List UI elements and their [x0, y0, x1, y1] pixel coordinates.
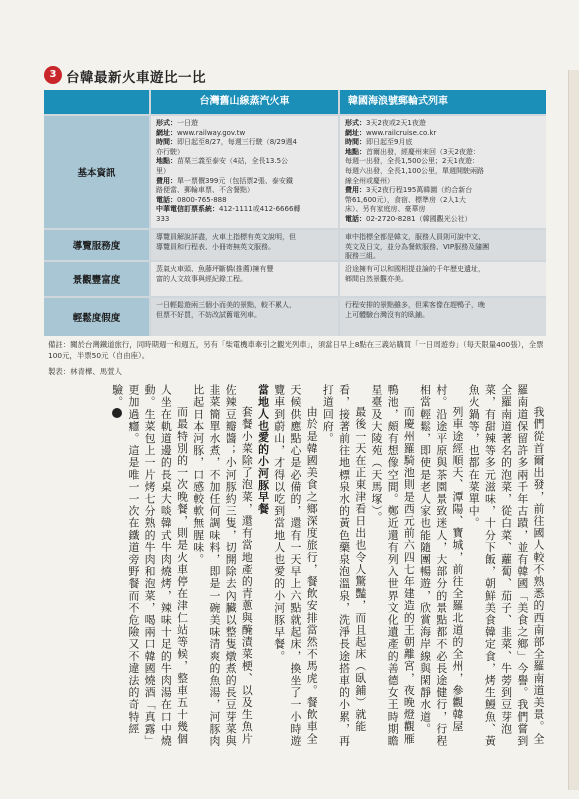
row-label-basic-info: 基本資訊: [44, 116, 149, 228]
info-key: 費用：: [345, 186, 366, 195]
info-line: [156, 129, 333, 139]
cell-relaxation-korea: [340, 298, 546, 336]
info-key: 時間：: [345, 138, 366, 147]
info-line: [156, 215, 333, 225]
info-value: 3天2夜或2天1夜遊: [366, 119, 426, 127]
cell-guide-service-taiwan: [151, 230, 338, 260]
info-line: [345, 177, 541, 187]
table-header-taiwan: 台灣舊山線蒸汽火車: [151, 90, 338, 114]
table-header-corner: [44, 90, 149, 114]
cell-line: 沿途擁有可以和國相提並論的千年歷史遺址，: [345, 265, 485, 273]
info-line: [156, 177, 333, 187]
info-key: 網址：: [156, 128, 177, 137]
info-key: 電話：: [345, 214, 366, 223]
info-line: [156, 148, 333, 158]
article-paragraph: 套餐小菜除了泡菜，還有當地產的青蔥與醃漬菜梗、以及生魚片佐辣豆瓣醬；小河豚約三隻，切開除去內臟以整隻燉煮的長豆芽菜與韭菜簡單水煮，不加任何調味料，即是一碗美味清爽的魚湯，河豚肉比起日本河豚，口感較軟無腥味。: [191, 384, 254, 747]
table-credit: 製表：林青樺、馬萱人: [48, 367, 122, 376]
info-value: 412-1111或412-6666轉: [219, 205, 301, 214]
info-line: [156, 138, 333, 148]
info-value: 0800-765-888: [177, 195, 227, 204]
info-line: [345, 215, 541, 225]
info-key: 形式：: [345, 119, 366, 127]
article-paragraph: 我們從首爾出發，前往國人較不熟悉的西南部全羅南道美景。全羅南道保留許多兩千年古蹟，並有韓國「美食之鄉」今譽。我們嘗到全羅南道著名的泡菜，從白菜、蘿蔔、茄子、韭菜、牛蒡到豆芽泡菜，有甜辣等多元滋味，十分下飯，朝鮮美食韓定食，烤生鰻魚、黃魚火鍋等，也都在菜單中。: [467, 384, 545, 747]
section-number-badge: 3: [44, 66, 62, 84]
info-key: 費用：: [156, 176, 177, 185]
info-value: 里）: [156, 166, 170, 175]
cell-line: 鄉間自然景觀亦美。: [345, 274, 408, 283]
info-value: 即日起至8/27，每週三行駛（8/29週4: [177, 138, 297, 147]
article-paragraph: 列車途經順天、潭陽、寶城，前往全羅北道的全州，參觀韓屋村。沿途平原與茶園景致迷人，大部分的景點都不必長途健行，行程相當輕鬆，即使是老人家也能隨團暢遊，欣賞海岸線與閑靜水道。: [418, 384, 464, 747]
table-header-korea: 韓國海浪號郵輪式列車: [340, 90, 546, 114]
info-value: 幣61,600元），食宿、標準房（2人1大: [345, 195, 466, 204]
cell-line: 英文及日文，並分為餐飲服務、VIP服務及隨團: [345, 242, 490, 251]
info-value: 333: [156, 214, 170, 223]
cell-line: 車中指標全都是韓文，服務人員則可說中文、: [345, 233, 485, 241]
row-label-scenery: 景觀豐富度: [44, 262, 149, 296]
table-footnote: 備註：關於台灣鐵道旅行，同時期週一和週五，另有「柴電機車牽引之觀光列車」，須當日早上8點在三義站購買「一日周遊券」（每天限量400張），全票100元，半票50元（自由座）。: [48, 340, 544, 360]
info-value: www.railcruise.co.kr: [366, 128, 437, 137]
info-value: 苗栗三義至泰安（4站，全長13.5公: [177, 157, 289, 166]
cell-line: 但票不好買，不妨改試舊電列車。: [156, 310, 261, 319]
cell-basic-info-taiwan: [151, 116, 338, 228]
cell-basic-info-korea: [340, 116, 546, 228]
article-subheading: 當地人也愛的小河豚早餐: [256, 384, 270, 515]
info-value: 亦行駛）: [156, 147, 184, 156]
info-key: 地點：: [345, 147, 366, 156]
info-line: [345, 205, 541, 215]
info-value: 02-2720-8281（韓國觀光公社）: [366, 214, 472, 223]
info-line: [156, 186, 333, 196]
cell-relaxation-taiwan: [151, 298, 338, 336]
info-value: 一日遊: [177, 119, 198, 127]
cell-line: 行程安排的景點雖多，但乘客像在趕鴨子，晚: [345, 301, 485, 309]
cell-guide-service-korea: [340, 230, 546, 260]
info-value: 3天2夜行程195萬韓圜（約合新台: [366, 186, 473, 195]
section-header: [44, 66, 304, 88]
cell-line: 導覽員解說詳盡，火車上指標有英文說明，但: [156, 233, 296, 241]
info-value: 每週一出發，全長1,500公里；2天1夜遊：: [345, 157, 479, 166]
row-label-relaxation: 輕鬆度假度: [44, 298, 149, 336]
info-value: 每週六出發，全長1,100公里，單週開駛兩路: [345, 166, 485, 175]
info-value: 即日起至9月底: [366, 138, 413, 147]
info-line: [156, 205, 333, 215]
info-value: 首爾出發，經慶州來回（3天2夜遊：: [366, 147, 480, 156]
info-line: [156, 119, 333, 129]
article-body: [40, 384, 546, 756]
article-paragraph: 最後一天在正東津看日出也令人驚豔，而且起床（臥鋪）就能看，接著前往地標泉水的黃色藥泉泡溫泉，洗淨長途搭車的小累，再打道回府。: [321, 384, 367, 747]
page-edge-tab: [568, 70, 579, 790]
info-value: 路便當、郵輪車票、不含餐點）: [156, 186, 254, 195]
info-line: [345, 186, 541, 196]
cell-line: 蒸氣火車頭、魚藤坪斷橋(推薦)擁有豐: [156, 265, 274, 273]
cell-line: 一日輕鬆遊兩三個小而美的景點，較不累人，: [156, 301, 296, 309]
info-line: [345, 138, 541, 148]
info-key: 中華電信訂票系統：: [156, 205, 219, 214]
cell-scenery-korea: [340, 262, 546, 296]
info-line: [345, 167, 541, 177]
info-key: 電話：: [156, 195, 177, 204]
comparison-table: [44, 90, 546, 336]
article-paragraph: 而最特別的一次晚餐，則是火車停在津仁站等候，整車五十幾個人坐在軌道邊的長桌大啖韓式牛肉燒烤，辣味十足的牛肉湯在口中燒動。生菜包上一片烤七分熟的牛肉和泡菜，喝兩口韓國燒酒「真露」更加過癮。這是唯一一次在鐵道旁野餐而不危險又不違法的奇特經驗。: [110, 384, 189, 747]
info-line: [156, 157, 333, 167]
info-value: 床）、另有家庭房、豪華房: [345, 205, 426, 214]
info-value: 單一票價399元（包括票2張、泰安鐵: [177, 176, 293, 185]
section-title: 台韓最新火車遊比一比: [66, 70, 206, 86]
info-key: 網址：: [345, 128, 366, 137]
cell-line: 富的人文故事與經紀錄工程。: [156, 274, 247, 283]
cell-line: 服務三組。: [345, 252, 380, 260]
info-value: 線全州或慶州）: [345, 176, 394, 185]
row-label-guide-service: 導覽服務度: [44, 230, 149, 260]
info-line: [156, 167, 333, 177]
info-line: [345, 157, 541, 167]
info-key: 時間：: [156, 138, 177, 147]
info-value: www.railway.gov.tw: [177, 128, 246, 137]
cell-line: 導覽員和行程表、小冊寄無英文服務。: [156, 242, 275, 251]
info-key: 形式：: [156, 119, 177, 127]
article-paragraph: 由於是韓國美食之鄉深度旅行，餐飲安排當然不馬虎。餐飲車全天候供應點心是必備的，還有一天早上六點就起床，換坐了一小時遊覽車到蔚山，才得以吃到當地人也愛的小河豚早餐。: [272, 384, 319, 747]
article-paragraph: 而慶州羅騎池則是西元前六四七年建造的王朝離宮，夜晚燈觀雁鴨池，頗有想像空間。鄭近還有列入世界文化遺產的善德女王時期瞻星臺及大陵苑（天馬塚）。: [369, 384, 416, 747]
info-line: [345, 119, 541, 129]
info-line: [345, 196, 541, 206]
info-line: [345, 148, 541, 158]
cell-scenery-taiwan: [151, 262, 338, 296]
end-mark-icon: [112, 408, 122, 418]
cell-line: 上可體驗台灣沒有的臥鋪。: [345, 310, 429, 319]
info-line: [345, 129, 541, 139]
info-line: [156, 196, 333, 206]
info-key: 地點：: [156, 157, 177, 166]
